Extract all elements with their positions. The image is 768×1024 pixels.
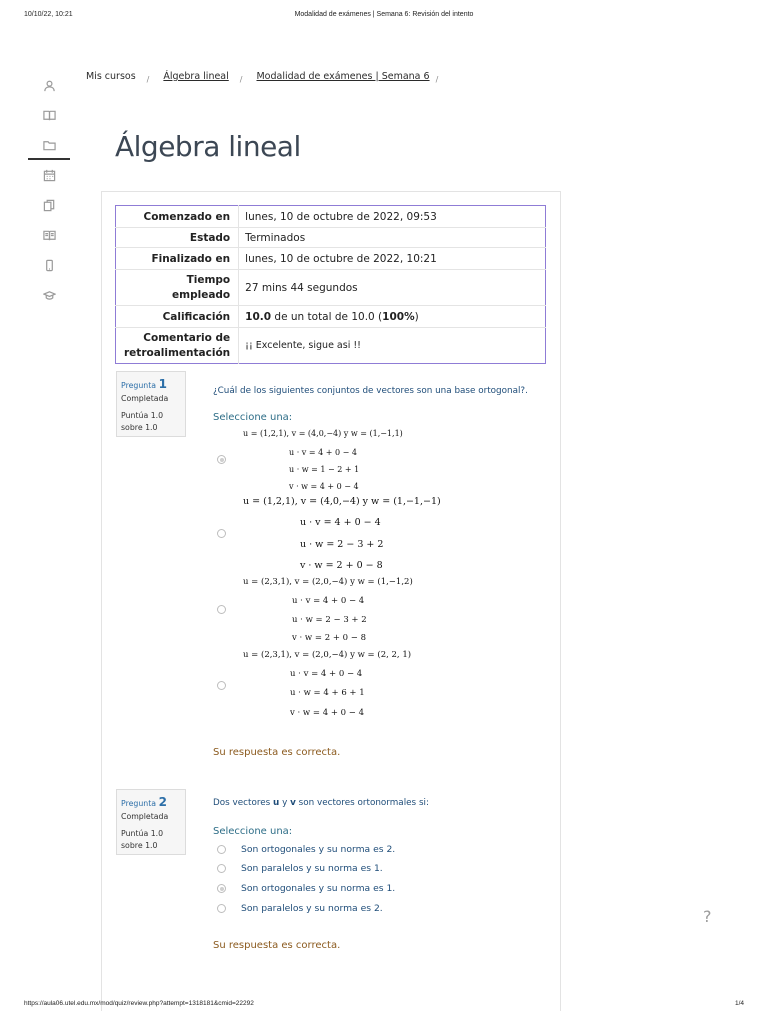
summary-label-line: Tiempo <box>186 273 231 286</box>
question-number <box>121 378 181 392</box>
book-open-icon <box>43 229 56 242</box>
question-1-info <box>116 371 186 437</box>
nav-library[interactable] <box>28 220 70 250</box>
option-a-radio[interactable] <box>217 455 226 464</box>
grade-total: de un total de 10.0 ( <box>271 310 383 323</box>
question-text-part: y <box>279 798 291 808</box>
nav-profile[interactable] <box>28 70 70 100</box>
summary-label: Comenzado en <box>116 206 239 228</box>
print-datetime: 10/10/22, 10:21 <box>24 11 73 18</box>
graduation-cap-icon <box>43 289 56 302</box>
print-url: https://aula06.utel.edu.mx/mod/quiz/review.php?attempt=1318181&cmid=22292 <box>24 1000 254 1007</box>
option-b-line: u · v = 4 + 0 − 4 <box>300 517 381 528</box>
option-a-line: u · w = 1 − 2 + 1 <box>289 465 360 474</box>
summary-value: 27 mins 44 segundos <box>239 270 546 306</box>
question-2-feedback: Su respuesta es correcta. <box>213 940 341 951</box>
nav-mobile[interactable] <box>28 250 70 280</box>
breadcrumb-separator: / <box>146 75 150 84</box>
summary-value: Terminados <box>239 228 546 248</box>
breadcrumb-section[interactable]: Modalidad de exámenes | Semana 6 <box>256 71 430 82</box>
q2-option-c-radio[interactable] <box>217 884 226 893</box>
side-navigation <box>28 70 70 310</box>
option-c-header: u = (2,3,1), v = (2,0,−4) y w = (1,−1,2) <box>243 577 413 587</box>
grade-points: 10.0 <box>245 310 272 323</box>
option-c-line: v · w = 2 + 0 − 8 <box>292 633 366 643</box>
nav-graduation[interactable] <box>28 280 70 310</box>
question-state: Completada <box>121 394 169 403</box>
summary-row-started <box>116 206 546 228</box>
breadcrumb <box>86 71 452 82</box>
help-button[interactable]: ? <box>703 907 712 926</box>
option-b-radio[interactable] <box>217 529 226 538</box>
breadcrumb-separator: / <box>239 75 243 84</box>
nav-resources[interactable] <box>28 190 70 220</box>
option-a-line: u · v = 4 + 0 − 4 <box>289 448 357 457</box>
question-text-part: Dos vectores <box>213 798 274 808</box>
question-1-text: ¿Cuál de los siguientes conjuntos de vectores son una base ortogonal?. <box>213 386 528 396</box>
book-icon <box>43 109 56 122</box>
summary-row-time <box>116 270 546 306</box>
option-d-line: u · w = 4 + 6 + 1 <box>290 688 365 698</box>
question-number <box>121 796 181 810</box>
grade-close-paren: ) <box>414 310 419 323</box>
grade-percent: 100% <box>382 310 415 323</box>
question-2-info <box>116 789 186 855</box>
q2-option-b-radio[interactable] <box>217 864 226 873</box>
files-icon <box>43 199 56 212</box>
attempt-summary-table <box>115 205 546 364</box>
summary-label <box>116 328 239 364</box>
option-d-line: u · v = 4 + 0 − 4 <box>290 669 363 679</box>
print-title: Modalidad de exámenes | Semana 6: Revisión del intento <box>294 11 474 18</box>
option-c-line: u · w = 2 − 3 + 2 <box>292 615 367 625</box>
nav-courses[interactable] <box>28 100 70 130</box>
q2-option-a-radio[interactable] <box>217 845 226 854</box>
breadcrumb-my-courses[interactable]: Mis cursos <box>86 71 136 82</box>
option-c-radio[interactable] <box>217 605 226 614</box>
question-grade <box>121 828 181 852</box>
summary-label: Finalizado en <box>116 248 239 270</box>
print-footer <box>24 1000 744 1010</box>
question-grade-line: Puntúa 1.0 <box>121 829 164 838</box>
print-page-count: 1/4 <box>734 1000 744 1007</box>
summary-label <box>116 270 239 306</box>
option-b-header: u = (1,2,1), v = (4,0,−4) y w = (1,−1,−1) <box>243 496 441 507</box>
summary-row-grade <box>116 306 546 328</box>
vector-u: u <box>273 798 280 808</box>
question-text-part: son vectores ortonormales si: <box>295 798 429 808</box>
q2-option-c-label[interactable]: Son ortogonales y su norma es 1. <box>241 883 396 894</box>
q2-option-a-label[interactable]: Son ortogonales y su norma es 2. <box>241 844 396 855</box>
print-header <box>24 11 744 21</box>
question-grade <box>121 410 181 434</box>
option-d-line: v · w = 4 + 0 − 4 <box>290 708 364 718</box>
summary-value: ¡¡ Excelente, sigue asi !! <box>239 328 546 364</box>
folder-icon <box>43 139 56 152</box>
question-grade-line: sobre 1.0 <box>121 423 158 432</box>
user-icon <box>43 79 56 92</box>
summary-label: Estado <box>116 228 239 248</box>
summary-value: lunes, 10 de octubre de 2022, 09:53 <box>245 210 437 223</box>
summary-label-line: retroalimentación <box>124 346 231 359</box>
vector-v: v <box>290 798 296 808</box>
question-grade-line: sobre 1.0 <box>121 841 158 850</box>
summary-row-feedback <box>116 328 546 364</box>
option-b-line: v · w = 2 + 0 − 8 <box>300 560 383 571</box>
question-state: Completada <box>121 812 169 821</box>
calendar-icon <box>43 169 56 182</box>
question-label: Pregunta <box>121 381 157 390</box>
question-2-text <box>213 798 429 808</box>
mobile-icon <box>43 259 56 272</box>
summary-label: Calificación <box>116 306 239 328</box>
summary-value <box>239 306 546 328</box>
summary-label-line: empleado <box>172 288 231 301</box>
question-1-prompt: Seleccione una: <box>213 412 293 423</box>
q2-option-d-label[interactable]: Son paralelos y su norma es 2. <box>241 903 383 914</box>
page-title: Álgebra lineal <box>115 130 301 163</box>
option-d-radio[interactable] <box>217 681 226 690</box>
summary-row-finished <box>116 248 546 270</box>
nav-files[interactable] <box>28 130 70 160</box>
option-b-line: u · w = 2 − 3 + 2 <box>300 539 384 550</box>
breadcrumb-separator: / <box>435 75 439 84</box>
question-2-prompt: Seleccione una: <box>213 826 293 837</box>
breadcrumb-course[interactable]: Álgebra lineal <box>163 71 229 82</box>
option-a-header: u = (1,2,1), v = (4,0,−4) y w = (1,−1,1) <box>243 429 403 438</box>
q2-option-b-label[interactable]: Son paralelos y su norma es 1. <box>241 863 383 874</box>
q2-option-d-radio[interactable] <box>217 904 226 913</box>
option-a-line: v · w = 4 + 0 − 4 <box>289 482 359 491</box>
question-label: Pregunta <box>121 799 157 808</box>
option-d-header: u = (2,3,1), v = (2,0,−4) y w = (2, 2, 1) <box>243 650 412 660</box>
question-grade-line: Puntúa 1.0 <box>121 411 164 420</box>
summary-label-line: Comentario de <box>143 331 231 344</box>
summary-row-state <box>116 228 546 248</box>
summary-value: lunes, 10 de octubre de 2022, 10:21 <box>239 248 546 270</box>
question-1-feedback: Su respuesta es correcta. <box>213 747 341 758</box>
option-c-line: u · v = 4 + 0 − 4 <box>292 596 365 606</box>
nav-calendar[interactable] <box>28 160 70 190</box>
question-number-value: 2 <box>158 795 167 809</box>
question-number-value: 1 <box>158 377 167 391</box>
